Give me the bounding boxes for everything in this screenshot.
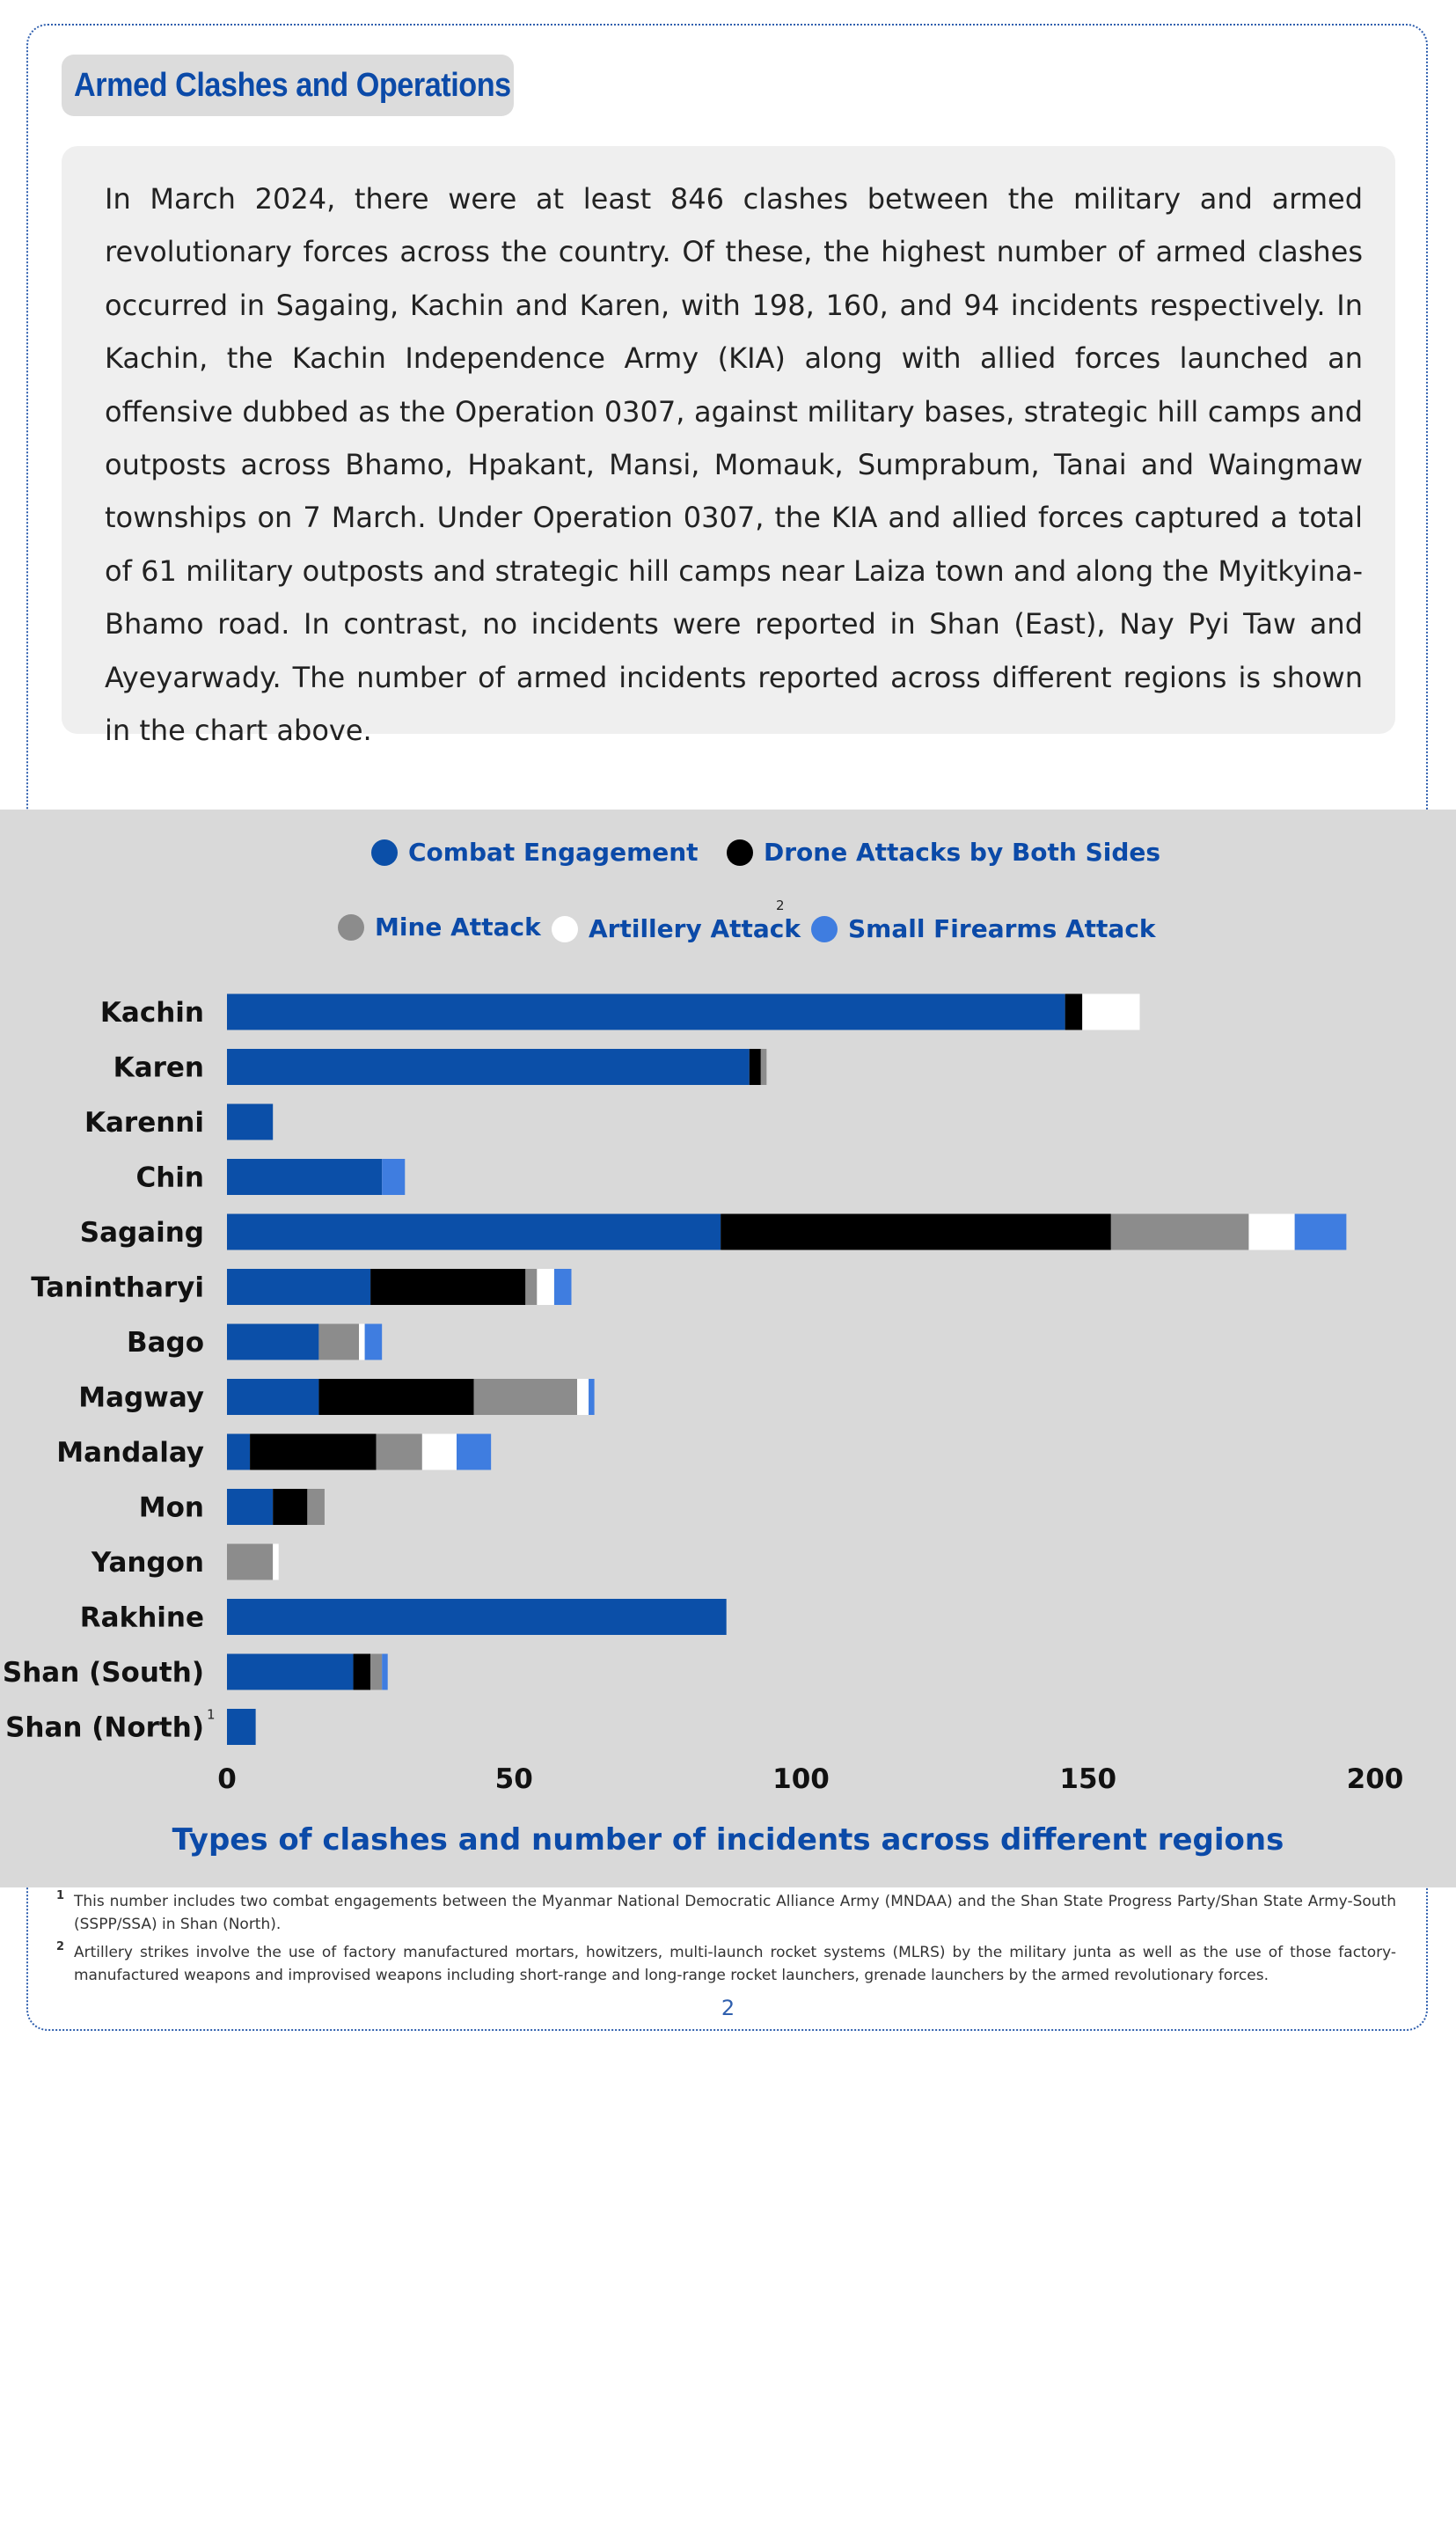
bar-segment xyxy=(1295,1214,1347,1250)
category-label: Shan (South) xyxy=(2,1657,204,1689)
bar-segment xyxy=(307,1489,325,1525)
bar-segment xyxy=(359,1324,365,1360)
footnote-text: This number includes two combat engagements between the Myanmar National Democratic Alliance Army (MNDAA) and the Shan State Progress Party/Shan State Army-South (SSPP/SSA) in Shan (North). xyxy=(74,1893,1396,1933)
legend-label: Mine Attack xyxy=(375,912,541,942)
bar-segment xyxy=(227,1104,273,1140)
bar-segment xyxy=(354,1654,371,1690)
footnotes xyxy=(56,1890,1396,1992)
bar-segment xyxy=(227,1599,727,1635)
category-label: Bago xyxy=(126,1327,204,1359)
bar-segment xyxy=(250,1434,377,1470)
x-tick-label: 100 xyxy=(772,1763,830,1795)
footnote-2 xyxy=(56,1941,1396,1987)
bar-segment xyxy=(589,1379,595,1415)
x-tick-label: 0 xyxy=(217,1763,237,1795)
category-label: Shan (North) xyxy=(5,1711,204,1744)
legend-label: Artillery Attack xyxy=(589,914,801,943)
bar-segment xyxy=(227,1654,354,1690)
legend-footnote-mark: 2 xyxy=(776,898,785,913)
summary-box xyxy=(62,146,1395,748)
legend-label: Combat Engagement xyxy=(408,838,699,867)
bar-segment xyxy=(474,1379,577,1415)
legend-label: Drone Attacks by Both Sides xyxy=(764,838,1161,867)
category-label: Kachin xyxy=(99,997,204,1029)
bar-segment xyxy=(227,1159,382,1195)
bar-segment xyxy=(370,1654,382,1690)
bar-segment xyxy=(537,1269,554,1305)
bar-segment xyxy=(382,1159,405,1195)
bar-segment xyxy=(227,1324,318,1360)
legend-label: Small Firearms Attack xyxy=(848,914,1156,943)
x-tick-label: 200 xyxy=(1346,1763,1404,1795)
bar-segment xyxy=(227,1709,256,1745)
bar-segment xyxy=(577,1379,589,1415)
bar-segment xyxy=(227,1544,273,1580)
bar-segment xyxy=(227,994,1065,1030)
bar-segment xyxy=(227,1379,318,1415)
bar-segment xyxy=(377,1434,422,1470)
bar-segment xyxy=(1248,1214,1294,1250)
category-label: Rakhine xyxy=(79,1601,204,1634)
nlta-logo xyxy=(1184,2398,1395,2521)
bar-segment xyxy=(761,1049,767,1085)
section-heading: Armed Clashes and Operations xyxy=(74,67,511,104)
bar-segment xyxy=(1065,994,1083,1030)
bar-segment xyxy=(750,1049,761,1085)
category-label: Tanintharyi xyxy=(31,1271,204,1304)
bar-segment xyxy=(1082,994,1139,1030)
bar-segment xyxy=(422,1434,457,1470)
bar-segment xyxy=(273,1544,279,1580)
bar-segment xyxy=(273,1489,307,1525)
category-label: Chin xyxy=(135,1162,204,1194)
category-label: Mon xyxy=(138,1491,204,1524)
bar-segment xyxy=(554,1269,572,1305)
x-tick-label: 50 xyxy=(494,1763,533,1795)
bar-segment xyxy=(721,1214,1111,1250)
bar-segment xyxy=(525,1269,537,1305)
bar-segment xyxy=(318,1379,473,1415)
bar-chart xyxy=(0,810,1456,1887)
footnote-mark: 2 xyxy=(56,1940,65,1953)
category-label: Karen xyxy=(113,1052,204,1084)
bar-segment xyxy=(1111,1214,1249,1250)
bar-segment xyxy=(382,1654,388,1690)
chart-title: Types of clashes and number of incidents across different regions xyxy=(172,1822,1284,1858)
bar-segment xyxy=(227,1049,750,1085)
category-label: Yangon xyxy=(91,1547,204,1579)
footnote-1 xyxy=(56,1890,1396,1936)
bar-segment xyxy=(365,1324,383,1360)
section-heading-box xyxy=(62,55,514,116)
bar-segment xyxy=(227,1489,273,1525)
category-label: Mandalay xyxy=(56,1437,204,1469)
category-label: Sagaing xyxy=(79,1217,204,1249)
category-label: Karenni xyxy=(84,1107,204,1139)
category-footnote-mark: 1 xyxy=(207,1706,216,1723)
page-number: 2 xyxy=(721,1996,735,2020)
x-tick-label: 150 xyxy=(1059,1763,1117,1795)
bar-segment xyxy=(227,1434,250,1470)
bar-segment xyxy=(318,1324,359,1360)
logo-subtext: NYAN LYNN THIT ANALYTICA xyxy=(1188,2497,1358,2510)
logo-text: NLTA xyxy=(1239,2435,1371,2493)
summary-paragraph: In March 2024, there were at least 846 clashes between the military and armed revolutionary forces across the country. Of these, the highest number of armed clashes occurred in Sagaing, Kachin and Karen, with 198, 160, and 94 incidents respectively. In Kachin, the Kachin Independence Army (KIA) along with allied forces launched an offensive dubbed as the Operation 0307, against military bases, strategic hill camps and outposts across Bhamo, Hpakant, Mansi, Momauk, Sumprabum, Tanai and Waingmaw townships on 7 March. Under Operation 0307, the KIA and allied forces captured a total of 61 military outposts and strategic hill camps near Laiza town and along the Myitkyina-Bhamo road. In contrast, no incidents were reported in Shan (East), Nay Pyi Taw and Ayeyarwady. The number of armed incidents reported across different regions is shown in the chart above. xyxy=(105,182,1363,748)
category-label: Magway xyxy=(78,1381,204,1414)
footnote-text: Artillery strikes involve the use of factory manufactured mortars, howitzers, multi-launch rocket systems (MLRS) by the military junta as well as the use of those factory-manufactured weapons and improvised weapons including short-range and long-range rocket launchers, grenade launchers by the armed revolutionary forces. xyxy=(74,1944,1396,1984)
footnote-mark: 1 xyxy=(56,1889,65,1902)
bar-segment xyxy=(227,1269,370,1305)
bar-segment xyxy=(227,1214,721,1250)
bar-segment xyxy=(457,1434,491,1470)
bar-segment xyxy=(370,1269,525,1305)
